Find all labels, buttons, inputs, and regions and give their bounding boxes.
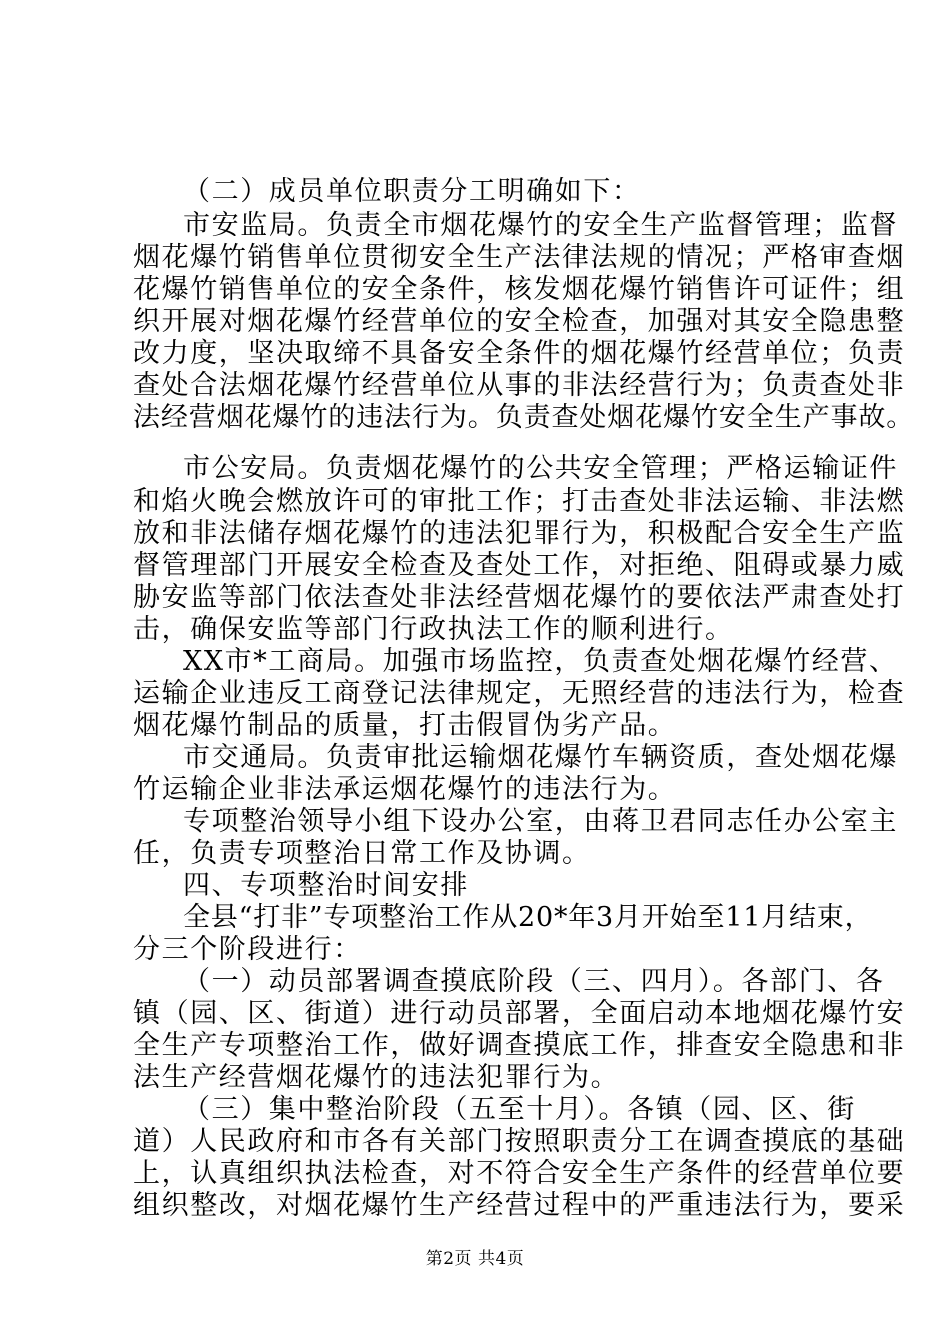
text-line: 法生产经营烟花爆竹的违法犯罪行为。: [133, 1062, 620, 1093]
text-line: 上，认真组织执法检查，对不符合安全生产条件的经营单位要: [133, 1158, 906, 1189]
text-line: XX市*工商局。加强市场监控，负责查处烟花爆竹经营、: [183, 646, 898, 677]
text-line: 改力度，坚决取缔不具备安全条件的烟花爆竹经营单位；负责: [133, 338, 906, 369]
text-line: 花爆竹销售单位的安全条件，核发烟花爆竹销售许可证件；组: [133, 274, 906, 305]
text-line: 查处合法烟花爆竹经营单位从事的非法经营行为；负责查处非: [133, 370, 906, 401]
text-line: （一）动员部署调查摸底阶段（三、四月）。各部门、各: [183, 966, 885, 997]
text-line: 市安监局。负责全市烟花爆竹的安全生产监督管理；监督: [183, 210, 898, 241]
text-line: 烟花爆竹销售单位贯彻安全生产法律法规的情况；严格审查烟: [133, 242, 906, 273]
text-line: （二）成员单位职责分工明确如下：: [183, 176, 641, 207]
section-heading: 四、专项整治时间安排: [183, 870, 469, 901]
text-line: 竹运输企业非法承运烟花爆竹的违法行为。: [133, 774, 677, 805]
text-line: 法经营烟花爆竹的违法行为。负责查处烟花爆竹安全生产事故。: [133, 402, 915, 433]
text-line: 织开展对烟花爆竹经营单位的安全检查，加强对其安全隐患整: [133, 306, 906, 337]
text-line: 任，负责专项整治日常工作及协调。: [133, 838, 591, 869]
text-line: 烟花爆竹制品的质量，打击假冒伪劣产品。: [133, 710, 677, 741]
text-line: 市交通局。负责审批运输烟花爆竹车辆资质，查处烟花爆: [183, 742, 898, 773]
text-line: 胁安监等部门依法查处非法经营烟花爆竹的要依法严肃查处打: [133, 582, 906, 613]
text-line: 和焰火晚会燃放许可的审批工作；打击查处非法运输、非法燃: [133, 486, 906, 517]
text-line: 市公安局。负责烟花爆竹的公共安全管理；严格运输证件: [183, 453, 898, 484]
text-line: （三）集中整治阶段（五至十月）。各镇（园、区、街: [183, 1094, 856, 1125]
text-line: 运输企业违反工商登记法律规定，无照经营的违法行为，检查: [133, 678, 906, 709]
text-line: 放和非法储存烟花爆竹的违法犯罪行为，积极配合安全生产监: [133, 518, 906, 549]
text-line: 专项整治领导小组下设办公室，由蒋卫君同志任办公室主: [183, 806, 898, 837]
text-line: 组织整改，对烟花爆竹生产经营过程中的严重违法行为，要采: [133, 1190, 906, 1221]
text-line: 督管理部门开展安全检查及查处工作，对拒绝、阻碍或暴力威: [133, 550, 906, 581]
text-line: 全生产专项整治工作，做好调查摸底工作，排查安全隐患和非: [133, 1030, 906, 1061]
text-line: 道）人民政府和市各有关部门按照职责分工在调查摸底的基础: [133, 1126, 906, 1157]
text-line: 全县“打非”专项整治工作从20*年3月开始至11月结束，: [183, 902, 873, 933]
text-line: 分三个阶段进行：: [133, 934, 362, 965]
page-number-footer: 第2页 共4页: [425, 1249, 525, 1269]
text-line: 镇（园、区、街道）进行动员部署，全面启动本地烟花爆竹安: [133, 998, 906, 1029]
text-line: 击，确保安监等部门行政执法工作的顺利进行。: [133, 614, 734, 645]
